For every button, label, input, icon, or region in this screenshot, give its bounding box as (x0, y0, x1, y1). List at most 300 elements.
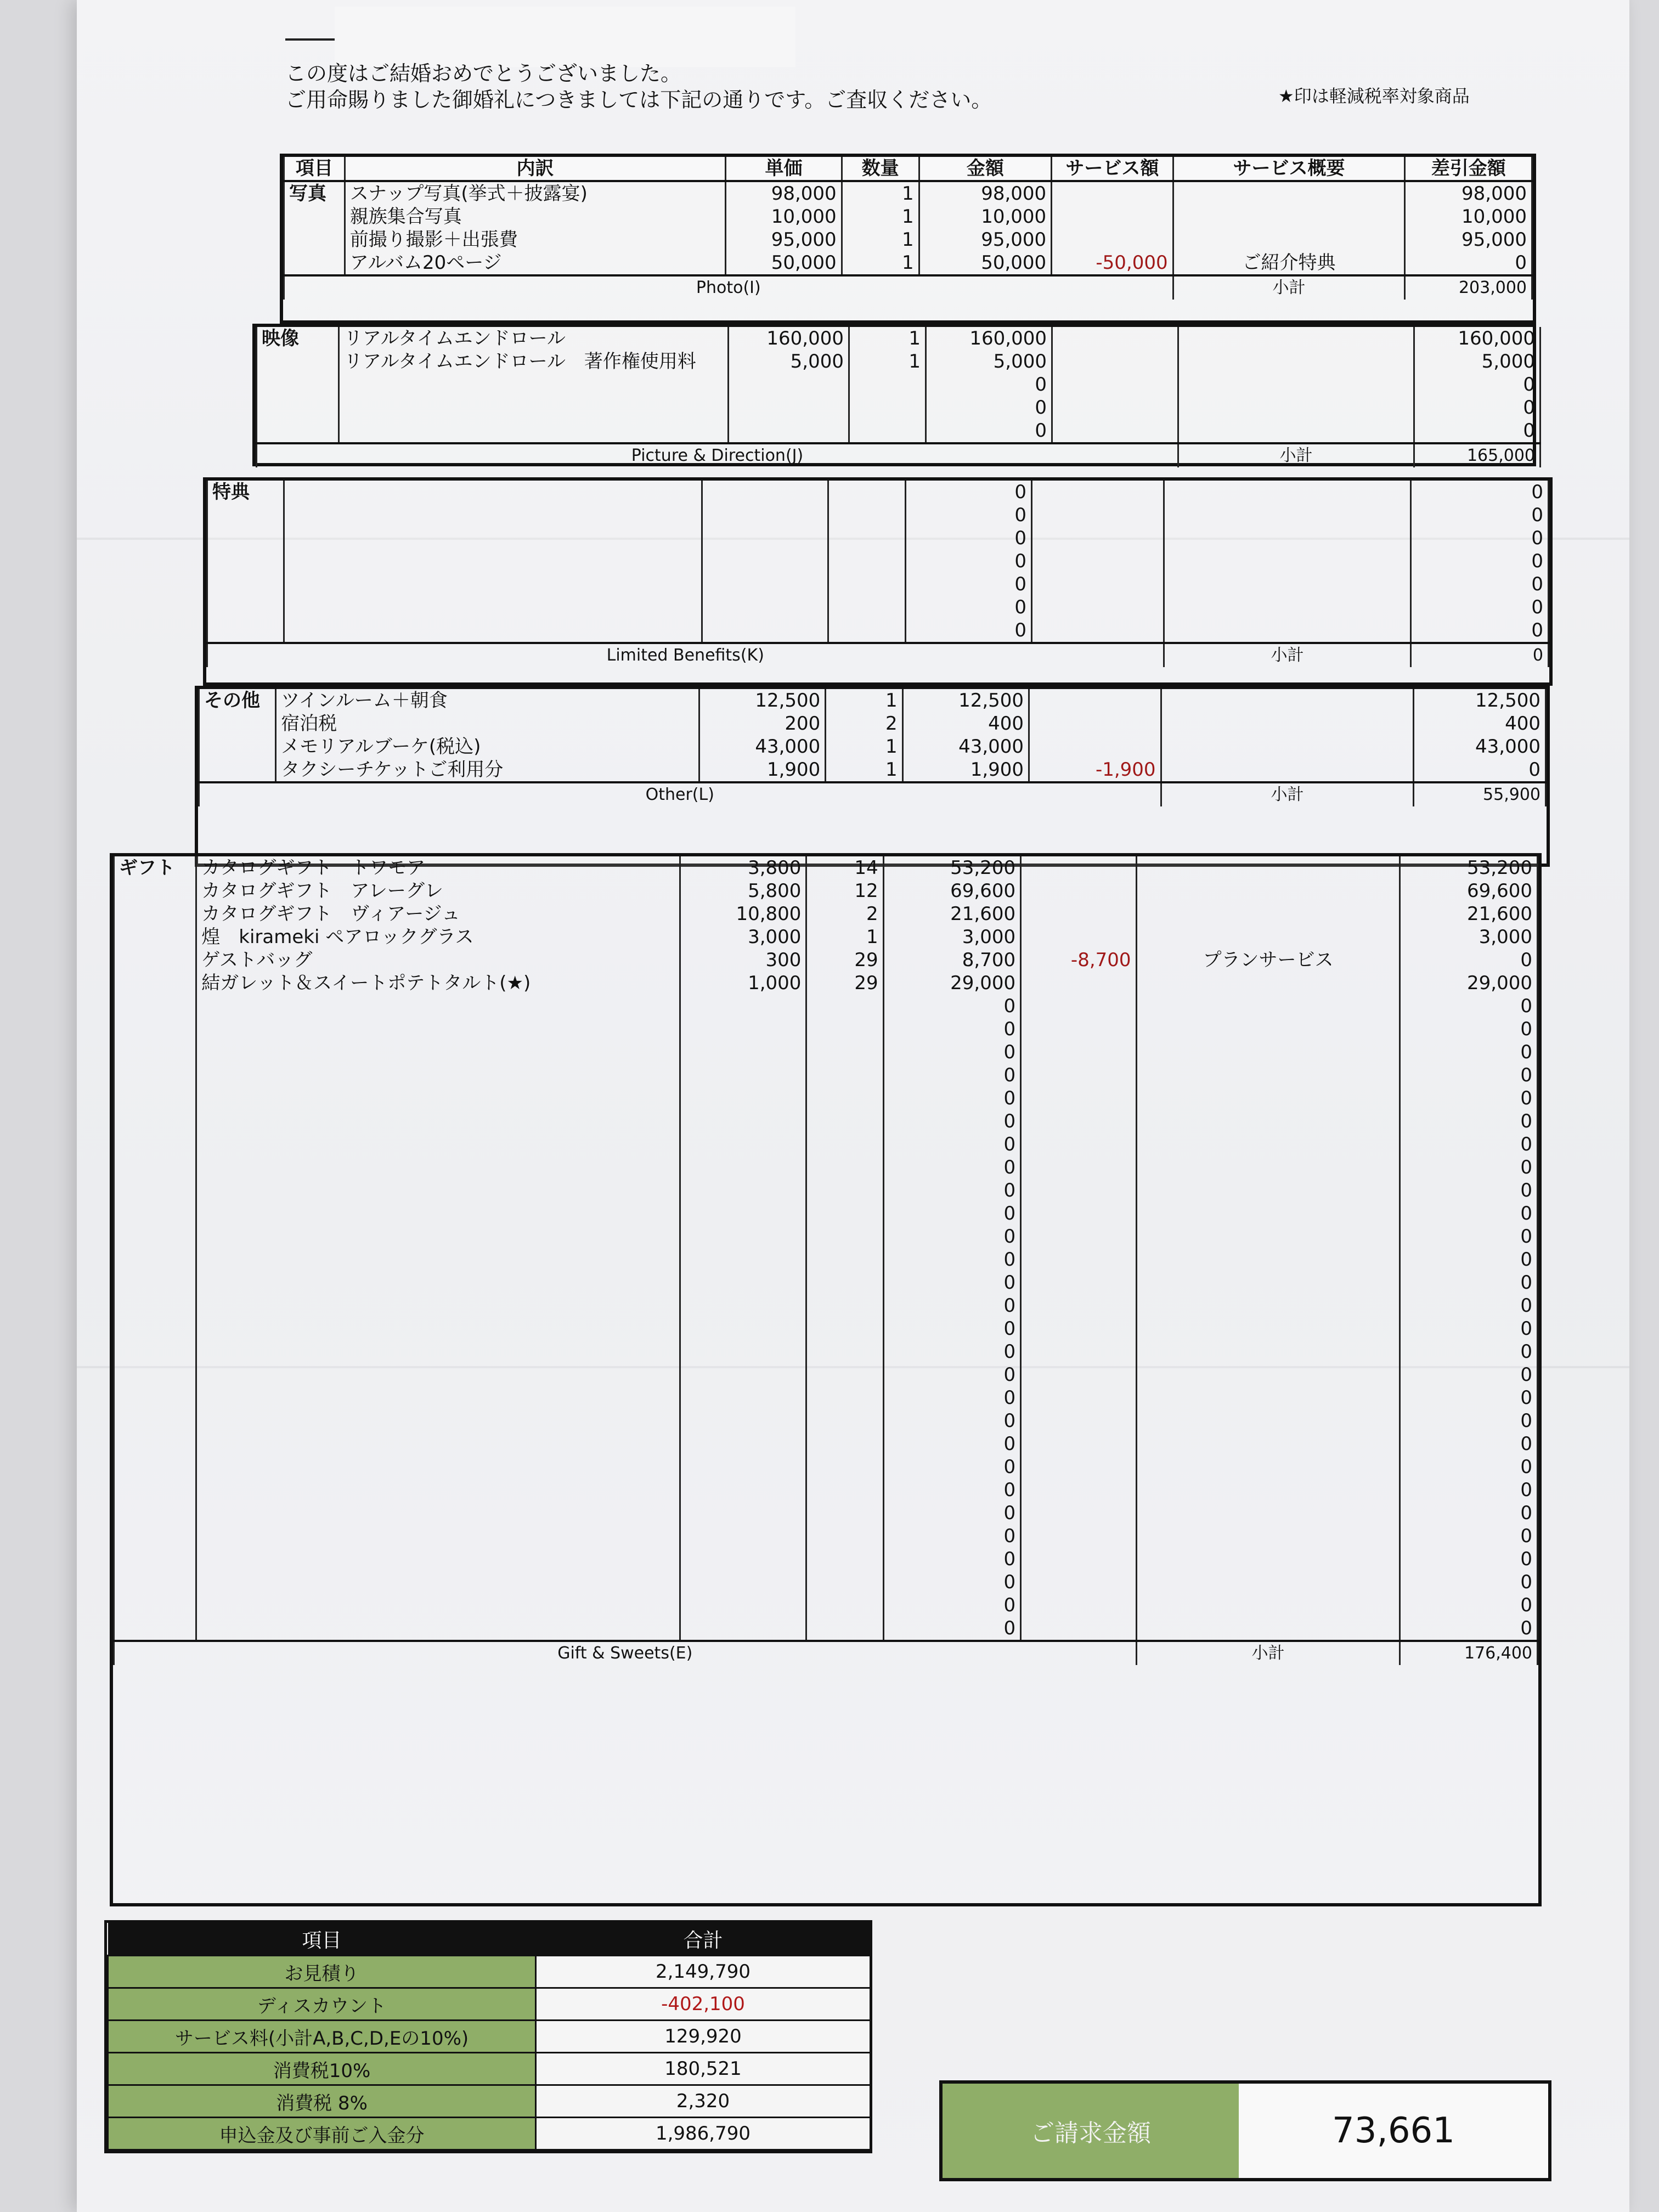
net-amount: 29,000 (1400, 972, 1538, 995)
summary-label: ディスカウント (108, 1988, 536, 2021)
net-amount: 0 (1400, 1455, 1538, 1479)
amount: 0 (905, 619, 1031, 643)
net-amount: 0 (1400, 1525, 1538, 1548)
service-amount (1021, 1340, 1136, 1363)
unit-price: 98,000 (726, 181, 842, 205)
service-amount (1021, 995, 1136, 1018)
subtotal-label: 小計 (1164, 643, 1411, 667)
service-amount (1021, 879, 1136, 902)
quantity (806, 1548, 883, 1571)
net-amount: 0 (1405, 251, 1532, 275)
service-amount (1021, 1594, 1136, 1617)
category-label (257, 419, 339, 443)
amount: 0 (926, 419, 1052, 443)
net-amount: 0 (1411, 504, 1549, 527)
line-item-row (114, 1064, 1538, 1087)
item-description (196, 1202, 680, 1225)
quantity (828, 596, 905, 619)
quantity (806, 1225, 883, 1248)
quantity (806, 1294, 883, 1317)
unit-price (702, 573, 828, 596)
col-header: 内訳 (345, 157, 726, 181)
reduced-tax-note: ★印は軽減税率対象商品 (1278, 86, 1470, 106)
amount: 160,000 (926, 327, 1052, 350)
service-note (1161, 712, 1414, 735)
line-item-row (114, 1156, 1538, 1179)
unit-price (729, 396, 849, 419)
unit-price (729, 419, 849, 443)
service-note (1136, 879, 1400, 902)
item-description (196, 1432, 680, 1455)
unit-price (680, 1340, 806, 1363)
net-amount: 0 (1400, 995, 1538, 1018)
amount: 0 (926, 396, 1052, 419)
service-amount (1032, 550, 1164, 573)
service-amount (1021, 902, 1136, 926)
category-label (207, 573, 284, 596)
unit-price (680, 1432, 806, 1455)
summary-row (108, 2053, 871, 2085)
col-header: 金額 (919, 157, 1052, 181)
amount: 0 (905, 527, 1031, 550)
service-note (1136, 1340, 1400, 1363)
line-item-row (207, 481, 1549, 504)
item-description: 親族集合写真 (345, 205, 726, 228)
category-label (257, 396, 339, 419)
line-item-row (257, 396, 1541, 419)
service-amount (1021, 1133, 1136, 1156)
net-amount: 0 (1400, 1110, 1538, 1133)
unit-price (680, 1133, 806, 1156)
service-amount: -1,900 (1029, 758, 1161, 782)
quantity: 1 (826, 735, 902, 758)
gift-section (110, 853, 1542, 1906)
summary-row (108, 1988, 871, 2021)
subtotal-value: 55,900 (1414, 782, 1546, 806)
line-item-row (114, 1110, 1538, 1133)
line-item-row (114, 1271, 1538, 1294)
section-footer (207, 643, 1549, 667)
item-description (284, 596, 702, 619)
net-amount: 160,000 (1414, 327, 1541, 350)
item-description: 煌 kirameki ペアロックグラス (196, 926, 680, 949)
amount: 95,000 (919, 228, 1052, 251)
unit-price (680, 1018, 806, 1041)
col-header: 項目 (284, 157, 345, 181)
summary-value: 2,320 (536, 2085, 871, 2118)
service-amount (1021, 1156, 1136, 1179)
quantity (806, 1525, 883, 1548)
net-amount: 0 (1400, 1041, 1538, 1064)
item-description (196, 1018, 680, 1041)
net-amount: 98,000 (1405, 181, 1532, 205)
unit-price (680, 1455, 806, 1479)
service-amount (1021, 1064, 1136, 1087)
category-label: 特典 (207, 481, 284, 504)
quantity (849, 396, 926, 419)
quantity (806, 1110, 883, 1133)
quantity (806, 1502, 883, 1525)
net-amount: 0 (1414, 373, 1541, 396)
unit-price (702, 596, 828, 619)
amount: 0 (883, 1110, 1020, 1133)
section-footer (114, 1641, 1538, 1665)
category-label (257, 373, 339, 396)
service-amount (1021, 856, 1136, 879)
col-header: 差引金額 (1405, 157, 1532, 181)
summary-label: サービス料(小計A,B,C,D,Eの10%) (108, 2021, 536, 2053)
quantity: 14 (806, 856, 883, 879)
service-amount (1021, 1041, 1136, 1064)
item-description (196, 1455, 680, 1479)
service-note (1178, 373, 1414, 396)
category-label (114, 1294, 196, 1317)
unit-price (702, 527, 828, 550)
item-description (196, 1617, 680, 1641)
category-label (114, 995, 196, 1018)
quantity: 1 (842, 181, 919, 205)
line-item-row (257, 373, 1541, 396)
category-label (114, 1594, 196, 1617)
quantity: 1 (842, 205, 919, 228)
category-label (114, 1571, 196, 1594)
line-item-row (284, 181, 1532, 205)
net-amount: 53,200 (1400, 856, 1538, 879)
category-label (114, 1502, 196, 1525)
service-note (1136, 1525, 1400, 1548)
line-item-row (114, 1087, 1538, 1110)
line-item-row (114, 1571, 1538, 1594)
item-description (196, 1317, 680, 1340)
unit-price (680, 1248, 806, 1271)
amount: 0 (883, 1525, 1020, 1548)
net-amount: 0 (1411, 619, 1549, 643)
net-amount: 0 (1400, 1432, 1538, 1455)
quantity (806, 1133, 883, 1156)
gift-table (113, 856, 1538, 1665)
line-item-row (114, 1179, 1538, 1202)
service-amount (1021, 1617, 1136, 1641)
amount: 29,000 (883, 972, 1020, 995)
quantity (806, 1041, 883, 1064)
service-amount (1021, 1317, 1136, 1340)
greeting (285, 60, 992, 113)
unit-price (680, 1179, 806, 1202)
net-amount: 0 (1400, 1156, 1538, 1179)
service-amount (1021, 1432, 1136, 1455)
amount: 0 (883, 995, 1020, 1018)
category-label (284, 205, 345, 228)
category-label (114, 1018, 196, 1041)
net-amount: 10,000 (1405, 205, 1532, 228)
category-label (114, 1525, 196, 1548)
item-description: カタログギフト ヴィアージュ (196, 902, 680, 926)
unit-price: 1,000 (680, 972, 806, 995)
unit-price (680, 1548, 806, 1571)
amount: 0 (883, 1340, 1020, 1363)
service-note (1136, 1455, 1400, 1479)
net-amount: 0 (1411, 596, 1549, 619)
item-description (196, 995, 680, 1018)
category-label (207, 527, 284, 550)
service-note (1164, 481, 1411, 504)
unit-price (680, 1294, 806, 1317)
subtotal-value: 165,000 (1414, 443, 1541, 467)
service-note (1136, 972, 1400, 995)
line-item-row (114, 1294, 1538, 1317)
quantity: 29 (806, 949, 883, 972)
quantity: 1 (806, 926, 883, 949)
amount: 0 (905, 504, 1031, 527)
category-label (114, 879, 196, 902)
service-note (1164, 619, 1411, 643)
unit-price (680, 1363, 806, 1386)
unit-price (680, 1317, 806, 1340)
amount: 0 (926, 373, 1052, 396)
category-label (114, 1479, 196, 1502)
service-note (1178, 396, 1414, 419)
item-description (196, 1525, 680, 1548)
amount: 50,000 (919, 251, 1052, 275)
service-note (1136, 1018, 1400, 1041)
amount: 0 (883, 1202, 1020, 1225)
unit-price: 3,800 (680, 856, 806, 879)
quantity: 1 (849, 327, 926, 350)
line-item-row (284, 228, 1532, 251)
section-footer (199, 782, 1546, 806)
category-label (114, 1156, 196, 1179)
amount: 0 (883, 1179, 1020, 1202)
service-note (1136, 1571, 1400, 1594)
quantity (806, 1156, 883, 1179)
service-note (1164, 596, 1411, 619)
service-amount: -8,700 (1021, 949, 1136, 972)
service-amount (1021, 1294, 1136, 1317)
item-description (284, 527, 702, 550)
unit-price (680, 1502, 806, 1525)
summary-value: -402,100 (536, 1988, 871, 2021)
quantity (828, 481, 905, 504)
category-label (114, 1317, 196, 1340)
service-note (1136, 1087, 1400, 1110)
service-amount (1021, 1571, 1136, 1594)
greeting-line-1: この度はご結婚おめでとうございました。 (285, 61, 682, 86)
line-item-row (207, 550, 1549, 573)
item-description (196, 1340, 680, 1363)
amount: 3,000 (883, 926, 1020, 949)
amount: 69,600 (883, 879, 1020, 902)
section-footer-label: Gift & Sweets(E) (114, 1641, 1137, 1665)
category-label (284, 251, 345, 275)
amount: 0 (905, 596, 1031, 619)
unit-price (702, 619, 828, 643)
quantity (806, 995, 883, 1018)
item-description (284, 550, 702, 573)
line-item-row (114, 1248, 1538, 1271)
service-amount (1032, 527, 1164, 550)
amount: 0 (905, 481, 1031, 504)
summary-header-item: 項目 (108, 1923, 536, 1956)
quantity (849, 419, 926, 443)
category-label (114, 1225, 196, 1248)
amount: 98,000 (919, 181, 1052, 205)
category-label (114, 1248, 196, 1271)
amount: 0 (883, 1455, 1020, 1479)
line-item-row (114, 949, 1538, 972)
service-amount (1032, 504, 1164, 527)
item-description (339, 373, 729, 396)
line-item-row (114, 1225, 1538, 1248)
line-item-row (114, 1018, 1538, 1041)
amount: 10,000 (919, 205, 1052, 228)
line-item-row (114, 1317, 1538, 1340)
service-note (1161, 758, 1414, 782)
service-note (1164, 573, 1411, 596)
subtotal-label: 小計 (1136, 1641, 1400, 1665)
unit-price (680, 995, 806, 1018)
service-amount: -50,000 (1052, 251, 1173, 275)
line-item-row (114, 995, 1538, 1018)
category-label: ギフト (114, 856, 196, 879)
service-note (1136, 1432, 1400, 1455)
summary-value: 1,986,790 (536, 2118, 871, 2150)
line-item-row (114, 1340, 1538, 1363)
service-note (1136, 1133, 1400, 1156)
service-note (1136, 1271, 1400, 1294)
section-footer (284, 275, 1532, 300)
summary-row (108, 2021, 871, 2053)
unit-price (680, 1064, 806, 1087)
net-amount: 0 (1411, 527, 1549, 550)
line-item-row (114, 1502, 1538, 1525)
section-footer-label: Other(L) (199, 782, 1161, 806)
line-item-row (114, 926, 1538, 949)
service-amount (1029, 689, 1161, 712)
item-description (284, 619, 702, 643)
service-amount (1021, 1525, 1136, 1548)
line-item-row (114, 879, 1538, 902)
amount: 12,500 (902, 689, 1029, 712)
amount: 0 (883, 1248, 1020, 1271)
category-label (114, 1087, 196, 1110)
summary-label: お見積り (108, 1956, 536, 1988)
net-amount: 400 (1414, 712, 1546, 735)
unit-price (680, 1110, 806, 1133)
amount: 0 (883, 1386, 1020, 1409)
item-description: ツインルーム＋朝食 (276, 689, 699, 712)
quantity: 1 (842, 251, 919, 275)
service-note (1164, 527, 1411, 550)
net-amount: 43,000 (1414, 735, 1546, 758)
summary-value: 129,920 (536, 2021, 871, 2053)
service-amount (1021, 1018, 1136, 1041)
line-item-row (114, 1409, 1538, 1432)
quantity (806, 1202, 883, 1225)
service-amount (1021, 1179, 1136, 1202)
net-amount: 0 (1400, 1340, 1538, 1363)
line-item-row (257, 327, 1541, 350)
service-note (1136, 1248, 1400, 1271)
quantity (828, 573, 905, 596)
quantity (806, 1571, 883, 1594)
col-header: サービス額 (1052, 157, 1173, 181)
summary-header-total: 合計 (536, 1923, 871, 1956)
line-item-row (114, 972, 1538, 995)
billing-total-box (939, 2080, 1551, 2181)
service-note (1136, 1594, 1400, 1617)
quantity (806, 1409, 883, 1432)
line-item-row (114, 1363, 1538, 1386)
net-amount: 0 (1400, 1179, 1538, 1202)
service-note (1136, 1064, 1400, 1087)
category-label (207, 550, 284, 573)
category-label (114, 949, 196, 972)
service-note (1136, 1363, 1400, 1386)
unit-price: 200 (699, 712, 825, 735)
amount: 0 (883, 1317, 1020, 1340)
service-note (1161, 689, 1414, 712)
service-amount (1021, 1386, 1136, 1409)
net-amount: 0 (1400, 1225, 1538, 1248)
amount: 0 (905, 573, 1031, 596)
service-amount (1021, 1548, 1136, 1571)
service-amount (1021, 1202, 1136, 1225)
subtotal-value: 203,000 (1405, 275, 1532, 300)
line-item-row (114, 856, 1538, 879)
service-amount (1021, 972, 1136, 995)
unit-price: 300 (680, 949, 806, 972)
quantity (806, 1386, 883, 1409)
item-description (284, 504, 702, 527)
service-note (1173, 181, 1405, 205)
quantity: 2 (806, 902, 883, 926)
line-item-row (114, 1525, 1538, 1548)
service-amount (1021, 1455, 1136, 1479)
amount: 21,600 (883, 902, 1020, 926)
net-amount: 0 (1400, 1409, 1538, 1432)
quantity (806, 1340, 883, 1363)
category-label (207, 596, 284, 619)
service-note (1136, 1225, 1400, 1248)
item-description: 前撮り撮影＋出張費 (345, 228, 726, 251)
net-amount: 0 (1400, 1548, 1538, 1571)
category-label: 映像 (257, 327, 339, 350)
item-description (196, 1041, 680, 1064)
category-label (114, 1409, 196, 1432)
summary-value: 180,521 (536, 2053, 871, 2085)
net-amount: 21,600 (1400, 902, 1538, 926)
quantity (828, 550, 905, 573)
net-amount: 0 (1400, 1594, 1538, 1617)
service-amount (1052, 373, 1178, 396)
net-amount: 0 (1400, 949, 1538, 972)
unit-price (680, 1202, 806, 1225)
col-header: 数量 (842, 157, 919, 181)
quantity (806, 1179, 883, 1202)
service-note (1178, 327, 1414, 350)
service-note (1136, 1548, 1400, 1571)
amount: 0 (883, 1225, 1020, 1248)
column-header-row (284, 157, 1532, 181)
item-description (196, 1110, 680, 1133)
category-label (199, 735, 276, 758)
service-amount (1032, 619, 1164, 643)
unit-price (702, 550, 828, 573)
category-label (257, 350, 339, 373)
amount: 0 (883, 1294, 1020, 1317)
category-label (114, 1340, 196, 1363)
section-footer-label: Limited Benefits(K) (207, 643, 1164, 667)
